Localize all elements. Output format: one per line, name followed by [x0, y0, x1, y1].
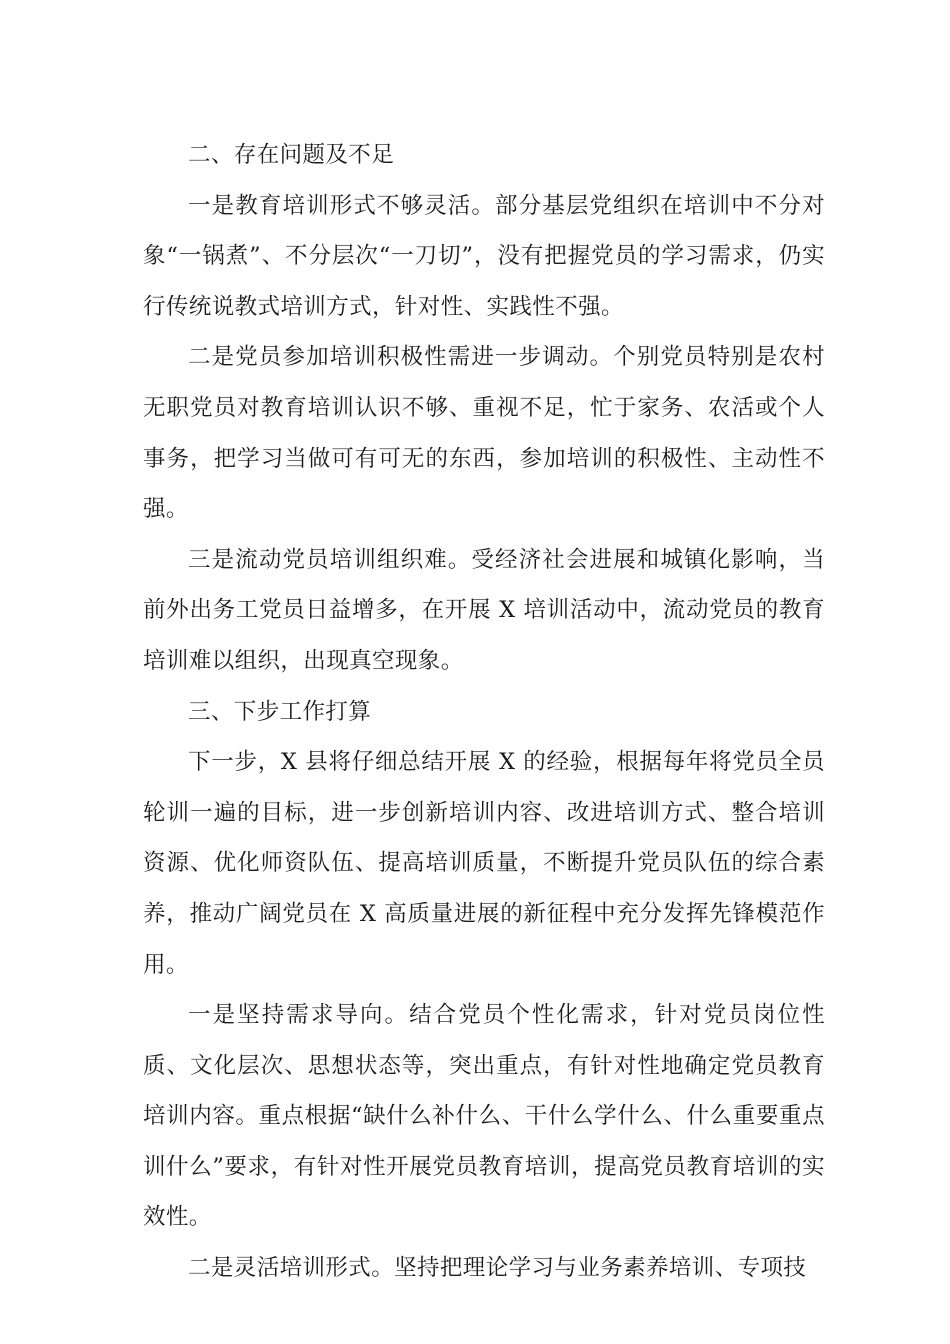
paragraph-problem-3: 三是流动党员培训组织难。受经济社会进展和城镇化影响，当前外出务工党员日益增多，在开展 X 培训活动中，流动党员的教育培训难以组织，出现真空现象。 — [143, 546, 825, 674]
document-body — [143, 130, 825, 1294]
section-heading-problems: 二、存在问题及不足 — [188, 142, 395, 168]
paragraph-next-steps-intro: 下一步，X 县将仔细总结开展 X 的经验，根据每年将党员全员轮训一遍的目标，进一步创新培训内容、改进培训方式、整合培训资源、优化师资队伍、提高培训质量，不断提升党员队伍的综合素养，推动广阔党员在 X 高质量进展的新征程中充分发挥先锋模范作用。 — [143, 749, 825, 978]
paragraph-problem-2: 二是党员参加培训积极性需进一步调动。个别党员特别是农村无职党员对教育培训认识不够、重视不足，忙于家务、农活或个人事务，把学习当做可有可无的东西，参加培训的积极性、主动性不强。 — [143, 344, 825, 523]
paragraph-problem-1: 一是教育培训形式不够灵活。部分基层党组织在培训中不分对象“一锅煮”、不分层次“一刀切”，没有把握党员的学习需求，仍实行传统说教式培训方式，针对性、实践性不强。 — [143, 192, 825, 320]
paragraph-next-step-1: 一是坚持需求导向。结合党员个性化需求，针对党员岗位性质、文化层次、思想状态等，突出重点，有针对性地确定党员教育培训内容。重点根据“缺什么补什么、干什么学什么、什么重要重点训什么”要求，有针对性开展党员教育培训，提高党员教育培训的实效性。 — [143, 1002, 825, 1231]
paragraph-next-step-2: 二是灵活培训形式。坚持把理论学习与业务素养培训、专项技 — [188, 1255, 807, 1282]
section-heading-next-steps: 三、下步工作打算 — [188, 698, 372, 725]
